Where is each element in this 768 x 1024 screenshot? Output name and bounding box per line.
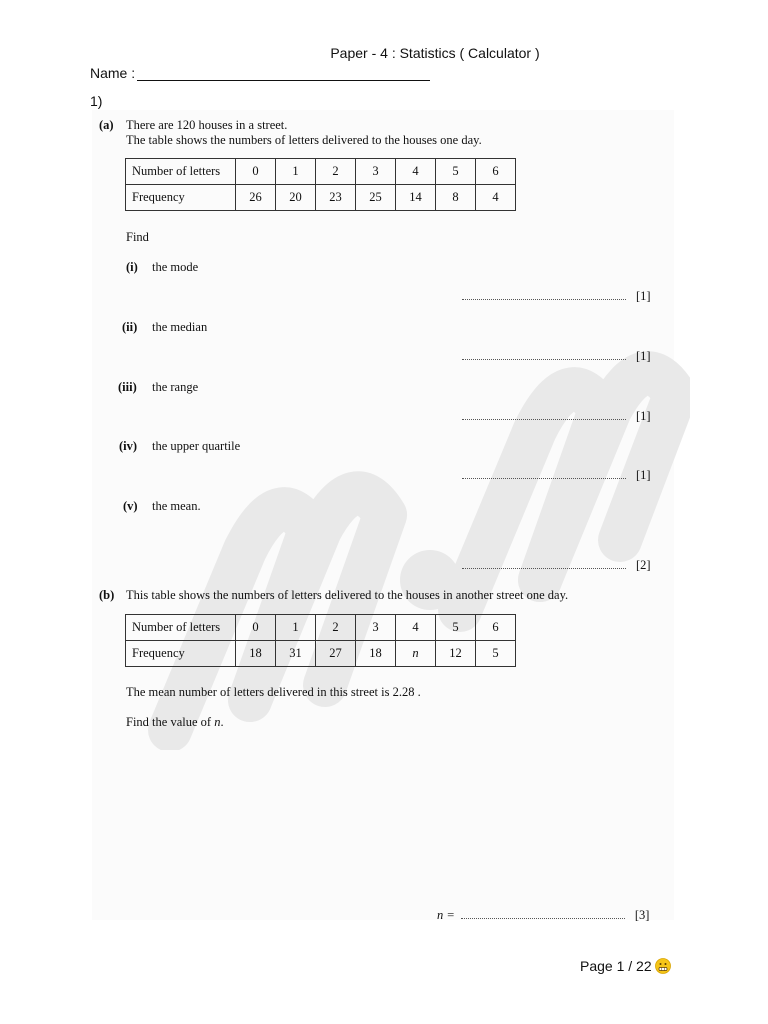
answer-prefix: n =	[437, 908, 455, 922]
find-value-instruction	[126, 715, 224, 730]
name-entry-line[interactable]	[137, 80, 430, 81]
table-cell: 25	[356, 185, 396, 211]
table-cell: 6	[476, 615, 516, 641]
answer-dots[interactable]	[462, 289, 626, 300]
table-cell: 26	[236, 185, 276, 211]
table-cell: 1	[276, 159, 316, 185]
find-variable: n	[214, 715, 221, 729]
table-cell: 3	[356, 159, 396, 185]
table-cell: 3	[356, 615, 396, 641]
table-cell: 20	[276, 185, 316, 211]
table-row-label: Number of letters	[126, 615, 236, 641]
part-a-label: (a)	[99, 118, 114, 132]
table-cell: 14	[396, 185, 436, 211]
item-v-label: (v)	[123, 499, 138, 513]
item-iv-label: (iv)	[119, 439, 138, 453]
answer-line-iv[interactable]	[462, 468, 651, 483]
answer-line-iii[interactable]	[462, 409, 651, 424]
table-cell: 8	[436, 185, 476, 211]
table-cell: 1	[276, 615, 316, 641]
table-cell: 0	[236, 615, 276, 641]
item-iv-text: the upper quartile	[152, 439, 241, 453]
answer-line-i[interactable]	[462, 289, 651, 304]
table-row	[126, 615, 516, 641]
table-cell: 0	[236, 159, 276, 185]
answer-dots[interactable]	[462, 409, 626, 420]
mm-watermark-icon	[130, 230, 690, 750]
part-a-line2: The table shows the numbers of letters delivered to the houses one day.	[126, 133, 482, 147]
part-a-line1: There are 120 houses in a street.	[126, 118, 288, 132]
paper-title: Paper - 4 : Statistics ( Calculator )	[330, 45, 540, 61]
mean-statement: The mean number of letters delivered in this street is 2.28 .	[126, 685, 421, 699]
part-b-label: (b)	[99, 588, 115, 602]
answer-dots[interactable]	[462, 558, 626, 569]
table-cell: 18	[236, 641, 276, 667]
grimace-emoji-icon	[655, 958, 671, 974]
table-cell-unknown-n: n	[396, 641, 436, 667]
item-v-text: the mean.	[152, 499, 201, 513]
table-cell: 4	[396, 159, 436, 185]
item-i-label: (i)	[126, 260, 138, 274]
table-row-label: Frequency	[126, 641, 236, 667]
marks: [1]	[636, 468, 651, 482]
marks: [3]	[634, 908, 650, 922]
page-indicator	[580, 958, 671, 974]
marks: [1]	[636, 289, 651, 303]
table-cell: 6	[476, 159, 516, 185]
table-cell: 2	[316, 159, 356, 185]
table-cell: 31	[276, 641, 316, 667]
name-label: Name :	[90, 65, 136, 81]
answer-dots[interactable]	[462, 349, 626, 360]
table-row-label: Number of letters	[126, 159, 236, 185]
table-cell: 5	[476, 641, 516, 667]
item-iii-label: (iii)	[118, 380, 137, 394]
find-prefix: Find the value of	[126, 715, 215, 729]
table-cell: 18	[356, 641, 396, 667]
marks: [2]	[636, 558, 651, 572]
find-label: Find	[126, 230, 149, 244]
item-i-text: the mode	[152, 260, 199, 274]
table-cell: 5	[436, 159, 476, 185]
part-b-intro: This table shows the numbers of letters delivered to the houses in another street one day.	[126, 588, 569, 602]
table-cell: 5	[436, 615, 476, 641]
table-row-label: Frequency	[126, 185, 236, 211]
letters-frequency-table-a	[125, 158, 516, 211]
question-number: 1)	[90, 93, 103, 109]
answer-line-v[interactable]	[462, 558, 651, 573]
table-row	[126, 185, 516, 211]
table-cell: 12	[436, 641, 476, 667]
table-cell: 4	[476, 185, 516, 211]
table-cell: 23	[316, 185, 356, 211]
table-cell: 4	[396, 615, 436, 641]
marks: [1]	[636, 349, 651, 363]
answer-line-n[interactable]	[437, 908, 649, 923]
page-number-label: Page 1 / 22	[580, 958, 652, 974]
find-suffix: .	[220, 715, 224, 729]
item-ii-text: the median	[152, 320, 208, 334]
table-row	[126, 159, 516, 185]
table-cell: 27	[316, 641, 356, 667]
item-ii-label: (ii)	[122, 320, 138, 334]
marks: [1]	[636, 409, 651, 423]
item-iii-text: the range	[152, 380, 199, 394]
answer-line-ii[interactable]	[462, 349, 651, 364]
answer-dots[interactable]	[462, 468, 626, 479]
letters-frequency-table-b	[125, 614, 516, 667]
answer-dots[interactable]	[461, 908, 625, 919]
table-row	[126, 641, 516, 667]
table-cell: 2	[316, 615, 356, 641]
